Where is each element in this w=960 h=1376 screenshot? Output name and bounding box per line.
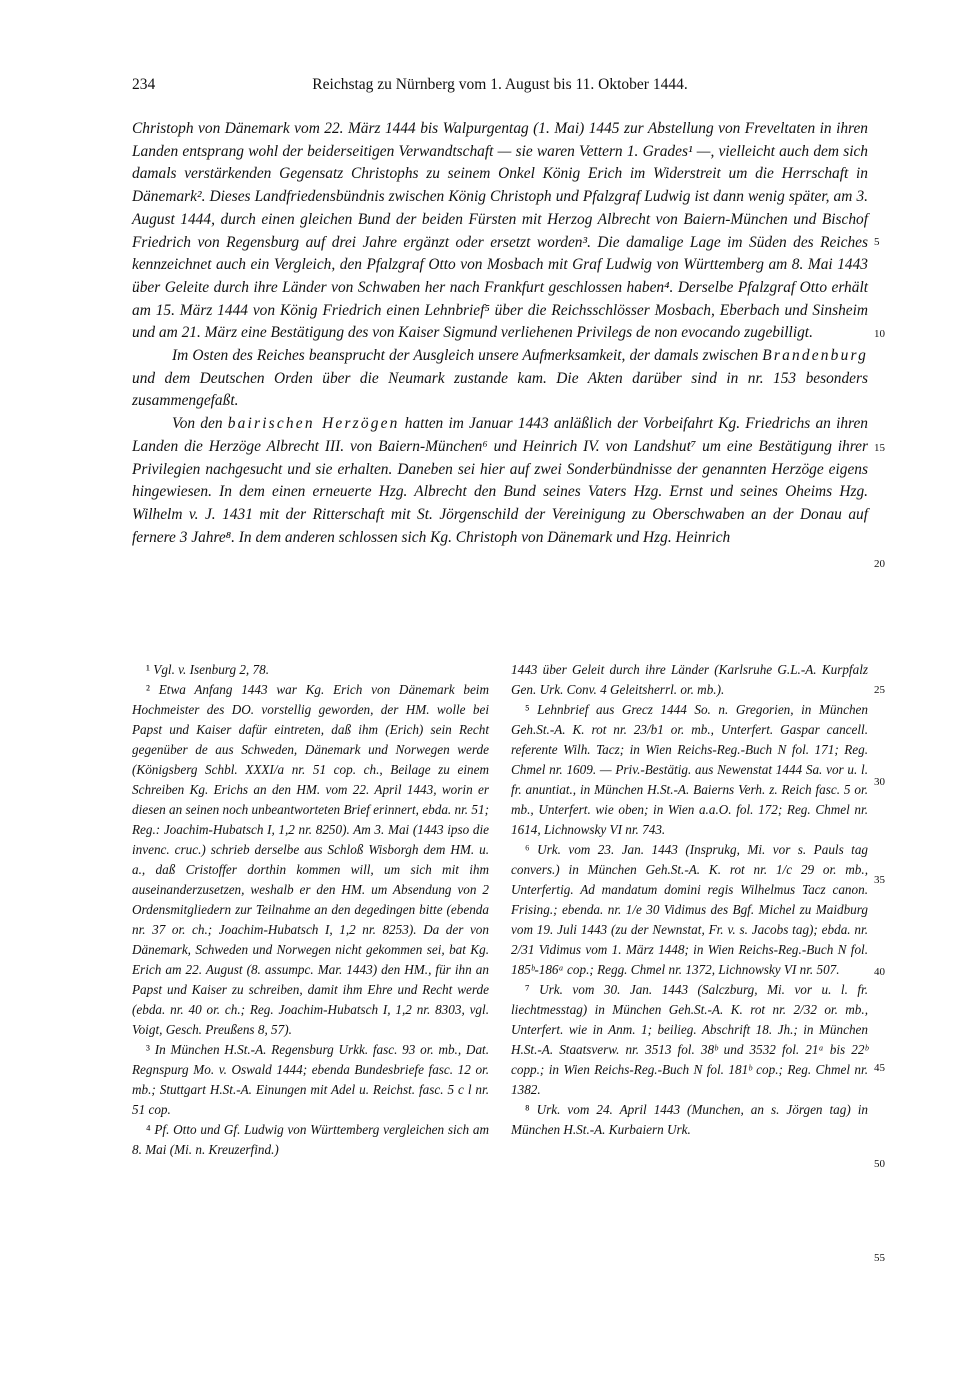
paragraph-2-part-a: Im Osten des Reiches beansprucht der Ausgleich unsere Aufmerksamkeit, der damals zwischen bbox=[172, 347, 763, 365]
paragraph-3-part-a: Von den bbox=[172, 415, 228, 433]
line-number: 50 bbox=[874, 1158, 885, 1170]
paragraph-2-spaced: Brandenburg bbox=[762, 347, 868, 365]
paragraph-1: Christoph von Dänemark vom 22. März 1444 bis Walpurgentag (1. Mai) 1445 zur Abstellung von Freveltaten in ihren Landen entsprang wohl der beiderseitigen Verwandtschaft — sie waren Vettern 1. Grades¹ —, vielleicht auch dem sich damals verstärkenden Gegensatz Christophs zu seinem Onkel König Erich im Widerstreit um die Herrschaft in Dänemark². Dieses Landfriedensbündnis zwischen König Christoph und Pfalzgraf Ludwig ist dann wenig später, am 3. August 1444, durch einen gleichen Bund der beiden Fürsten mit Herzog Albrecht von Baiern-München und Bischof Friedrich von Regensburg auf drei Jahre ergänzt oder ersetzt worden³. Die damalige Lage im Süden des Reiches kennzeichnet auch ein Vergleich, den Pfalzgraf Otto von Mosbach mit Graf Ludwig von Württemberg am 8. Mai 1443 über Geleite durch ihre Länder von Schwaben her nach Frankfurt geschlossen haben⁴. Derselbe Pfalzgraf Otto erhält am 15. März 1444 von König Friedrich einen Lehnbrief⁵ über die Reichsschlösser Mosbach, Eberbach und Sinsheim und am 21. März eine Bestätigung des von Kaiser Sigmund verliehenen Privilegs de non evocando zugebilligt. bbox=[132, 120, 868, 342]
paragraph-2-part-b: und dem Deutschen Orden über die Neumark zustande kam. Die Akten darüber sind in nr. 153 besonders zusammengefaßt. bbox=[132, 369, 868, 410]
paragraph-3-spaced: bairischen Herzögen bbox=[227, 415, 400, 433]
footnote: ⁷ Urk. vom 30. Jan. 1443 (Salczburg, Mi. vor u. l. fr. liechtmesstag) in München Geh.St.-A. K. rot nr. 2/32 or. mb., Unterfert. wie in Anm. 1; beilieg. Abschrift 18. Jh.; in München H.St.-A. Staatsverw. nr. 3513 fol. 38ᵇ und 3532 fol. 21ᵃ bis 22ᵇ copp.; in Wien Reichs-Reg.-Buch N fol. 181ᵇ cop.; Reg. Chmel nr. 1382. bbox=[511, 982, 868, 1097]
line-number: 10 bbox=[874, 328, 885, 340]
main-text bbox=[132, 118, 868, 549]
footnote: ³ In München H.St.-A. Regensburg Urkk. fasc. 93 or. mb., Dat. Regnspurg Mo. v. Oswald 1444; ebenda Bundesbriefe fasc. 12 or. mb.; Stuttgart H.St.-A. Einungen mit Adel u. Reichst. fasc. 5 c l nr. 51 cop. bbox=[132, 1042, 489, 1117]
footnote: ⁴ Pf. Otto und Gf. Ludwig von Württemberg vergleichen sich am 8. Mai (Mi. n. Kreuzerfind.) bbox=[132, 1122, 490, 1157]
footnotes-left-column bbox=[132, 660, 489, 1160]
footnote: ⁵ Lehnbrief aus Grecz 1444 So. n. Gregorien, in München Geh.St.-A. K. rot nr. 23/b1 or. mb., Unterfert. Gaspar cancell. referente Wilh. Tacz; in Wien Reichs-Reg.-Buch N fol. 171; Reg. Chmel nr. 1609. — Priv.-Bestätig. aus Newenstat 1444 Sa. vor u. l. fr. anuntiat., in München H.St.-A. Baierns Verh. z. Reich fasc. 5 or. mb., Unterfert. wie oben; in Wien a.a.O. fol. 172; Reg. Chmel nr. 1614, Lichnowsky VI nr. 743. bbox=[511, 702, 869, 837]
line-number: 45 bbox=[874, 1062, 885, 1074]
paragraph-3-part-b: hatten im Januar 1443 anläßlich der Vorbeifahrt Kg. Friedrichs an ihren Landen die Herzöge Albrecht III. von Baiern-München⁶ und Heinrich IV. von Landshut⁷ um eine Bestätigung ihrer Privilegien nachgesucht und sie erhalten. Daneben sei hier auf zwei Sonderbündnisse der genannten Herzöge eigens hingewiesen. In dem einen erneuerte Hzg. Albrecht den Bund seines Vaters Hzg. Ernst und seines Oheims Hzg. Wilhelm v. J. 1431 mit der Ritterschaft mit St. Jörgenschild der Vereinigung zu Oberschwaben an der Donau auf fernere 3 Jahre⁸. In dem anderen schlossen sich Kg. Christoph von Dänemark und Hzg. Heinrich bbox=[132, 415, 868, 546]
page-number: 234 bbox=[132, 76, 156, 93]
line-number: 15 bbox=[874, 442, 885, 454]
footnote: ² Etwa Anfang 1443 war Kg. Erich von Dänemark beim Hochmeister des DO. vorstellig geworden, der HM. wolle bei Papst und Kaiser dafür eintreten, daß ihm (Erich) sein Recht gegenüber de aus Schweden, Dänemark und Norwegen werde (Königsberg Schbl. XXXI/a nr. 51 cop. ch., Beilage zu einem Schreiben Kg. Erichs an den HM. vom 22. April 1443, worin er diesen an seinen noch unbeantworteten Brief erinnert, ebda. nr. 51; Reg.: Joachim-Hubatsch I, 1,2 nr. 8250). Am 3. Mai (1443 ipso die invenc. cruc.) schrieb derselbe aus Schloß Wisborgh dem HM. u. a., daß Cristoffer dorthin kommen will, um sich mit ihm auseinanderzusetzen, weshalb er den HM. um Absendung von 2 Ordensmitgliedern zur Teilnahme an den degedingen bitte (ebenda nr. 37 or. ch.; Joachim-Hubatsch I, 1,2 nr. 8253). Da der von Dänemark, Schweden und Norwegen nicht gekommen sei, bat Kg. Erich am 22. August (8. assumpc. Mar. 1443) den HM., für ihn an Papst und Kaiser zu schreiben, damit ihm Ehre und Recht werde (ebda. nr. 40 or. ch.; Reg. Joachim-Hubatsch I, 1,2 nr. 8303, vgl. Voigt, Gesch. Preußens 8, 57). bbox=[132, 682, 489, 1037]
line-number: 30 bbox=[874, 776, 885, 788]
running-title: Reichstag zu Nürnberg vom 1. August bis 11. Oktober 1444. bbox=[312, 76, 688, 93]
footnote: ⁶ Urk. vom 23. Jan. 1443 (Insprukg, Mi. vor s. Pauls tag convers.) in München Geh.St.-A. K. rot nr. 1/c 29 or. mb., Unterfertig. Ad mandatum domini regis Wilhelmus Tacz canon. Frising.; ebenda. nr. 1/e 30 Vidimus des Bgf. Michel zu Maidburg vom 19. Juli 1443 (zu der Newnstat, Fr. v. s. Jacobs tag); ebda. nr. 2/31 Vidimus vom 1. März 1448; in Wien Reichs-Reg.-Buch N fol. 185ᵇ-186ᵃ cop.; Regg. Chmel nr. 1372, Lichnowsky VI nr. 507. bbox=[511, 842, 869, 977]
paragraph-2 bbox=[132, 345, 868, 413]
footnote: ¹ Vgl. v. Isenburg 2, 78. bbox=[146, 662, 270, 677]
footnotes-right-column bbox=[511, 660, 868, 1140]
paragraph-3 bbox=[132, 413, 868, 549]
line-number: 5 bbox=[874, 236, 880, 248]
line-number: 35 bbox=[874, 874, 885, 886]
page-header bbox=[132, 76, 868, 98]
footnote: ⁸ Urk. vom 24. April 1443 (Munchen, an s. Jörgen tag) in München H.St.-A. Kurbaiern Urk. bbox=[511, 1102, 869, 1137]
footnote-continuation: 1443 über Geleit durch ihre Länder (Karlsruhe G.L.-A. Kurpfalz Gen. Urk. Conv. 4 Geleitsherrl. or. mb.). bbox=[511, 662, 868, 697]
line-number: 20 bbox=[874, 558, 885, 570]
line-number: 25 bbox=[874, 684, 885, 696]
line-number: 40 bbox=[874, 966, 885, 978]
line-number: 55 bbox=[874, 1252, 885, 1264]
